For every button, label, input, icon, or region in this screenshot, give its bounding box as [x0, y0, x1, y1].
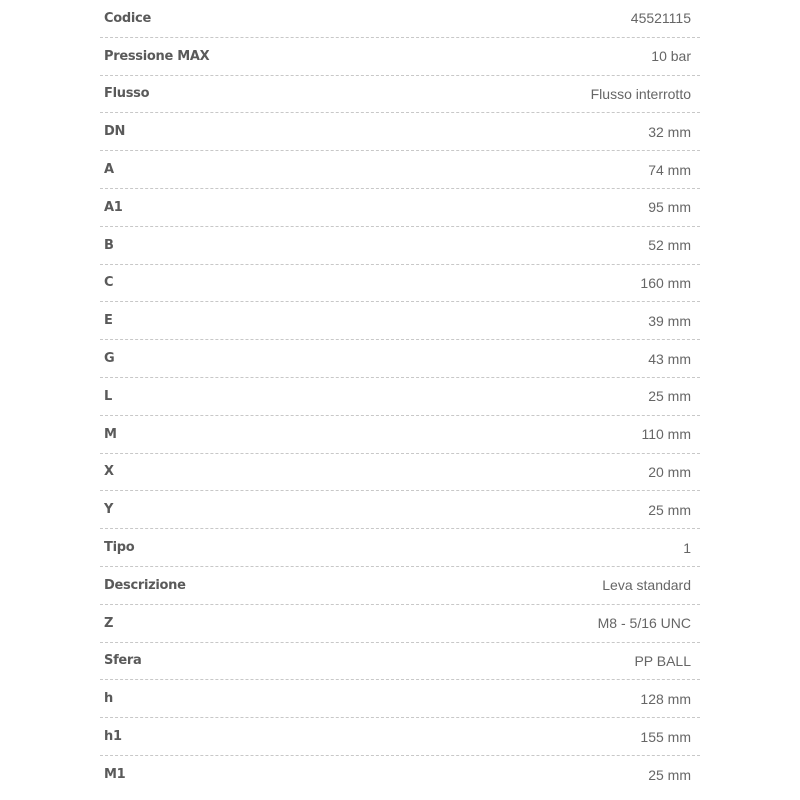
spec-value: 45521115 — [630, 10, 691, 27]
spec-value: 128 mm — [640, 690, 691, 707]
spec-row-descrizione — [100, 567, 700, 605]
spec-label: Flusso — [104, 86, 150, 102]
spec-row-a — [100, 151, 700, 189]
spec-label: h — [104, 691, 113, 707]
spec-label: C — [104, 275, 114, 291]
spec-value: 52 mm — [648, 237, 691, 254]
spec-value: 110 mm — [641, 426, 691, 443]
spec-label: h1 — [104, 729, 122, 745]
spec-value: 74 mm — [648, 161, 691, 178]
spec-label: Codice — [104, 10, 151, 26]
spec-value: 25 mm — [648, 501, 691, 518]
spec-value: 25 mm — [648, 388, 691, 405]
spec-label: Descrizione — [104, 577, 186, 593]
spec-value: Flusso interrotto — [590, 85, 691, 102]
spec-value: PP BALL — [634, 652, 691, 669]
spec-row-m — [100, 416, 700, 454]
spec-row-l — [100, 378, 700, 416]
spec-label: M — [104, 426, 117, 442]
spec-value: 32 mm — [648, 123, 691, 140]
spec-label: Pressione MAX — [104, 48, 210, 64]
spec-row-z — [100, 605, 700, 643]
spec-label: Tipo — [104, 540, 135, 556]
spec-row-x — [100, 454, 700, 492]
spec-row-e — [100, 302, 700, 340]
spec-row-flusso — [100, 76, 700, 114]
spec-value: 39 mm — [648, 312, 691, 329]
spec-label: X — [104, 464, 114, 480]
spec-row-y — [100, 491, 700, 529]
spec-label: A1 — [104, 199, 123, 215]
spec-label: L — [104, 388, 112, 404]
spec-value: 25 mm — [648, 766, 691, 783]
spec-value: 1 — [683, 539, 691, 556]
spec-row-dn — [100, 113, 700, 151]
spec-value: Leva standard — [602, 577, 691, 594]
spec-row-tipo — [100, 529, 700, 567]
spec-row-g — [100, 340, 700, 378]
spec-row-a1 — [100, 189, 700, 227]
spec-label: G — [104, 351, 115, 367]
spec-label: E — [104, 313, 113, 329]
spec-row-h — [100, 680, 700, 718]
spec-row-c — [100, 265, 700, 303]
spec-row-pressione-max — [100, 38, 700, 76]
spec-value: 155 mm — [640, 728, 691, 745]
spec-label: M1 — [104, 767, 126, 783]
spec-label: A — [104, 162, 114, 178]
spec-label: Z — [104, 615, 114, 631]
spec-label: B — [104, 237, 114, 253]
spec-row-sfera — [100, 643, 700, 681]
spec-row-m1 — [100, 756, 700, 794]
spec-row-b — [100, 227, 700, 265]
spec-value: 160 mm — [640, 274, 691, 291]
spec-label: Y — [104, 502, 114, 518]
spec-row-codice — [100, 0, 700, 38]
spec-value: 95 mm — [648, 199, 691, 216]
spec-label: DN — [104, 124, 126, 140]
spec-row-h1 — [100, 718, 700, 756]
spec-value: 10 bar — [651, 48, 691, 65]
spec-value: 20 mm — [648, 463, 691, 480]
spec-table — [100, 0, 700, 794]
spec-label: Sfera — [104, 653, 142, 669]
spec-value: 43 mm — [648, 350, 691, 367]
spec-value: M8 - 5/16 UNC — [597, 615, 691, 632]
